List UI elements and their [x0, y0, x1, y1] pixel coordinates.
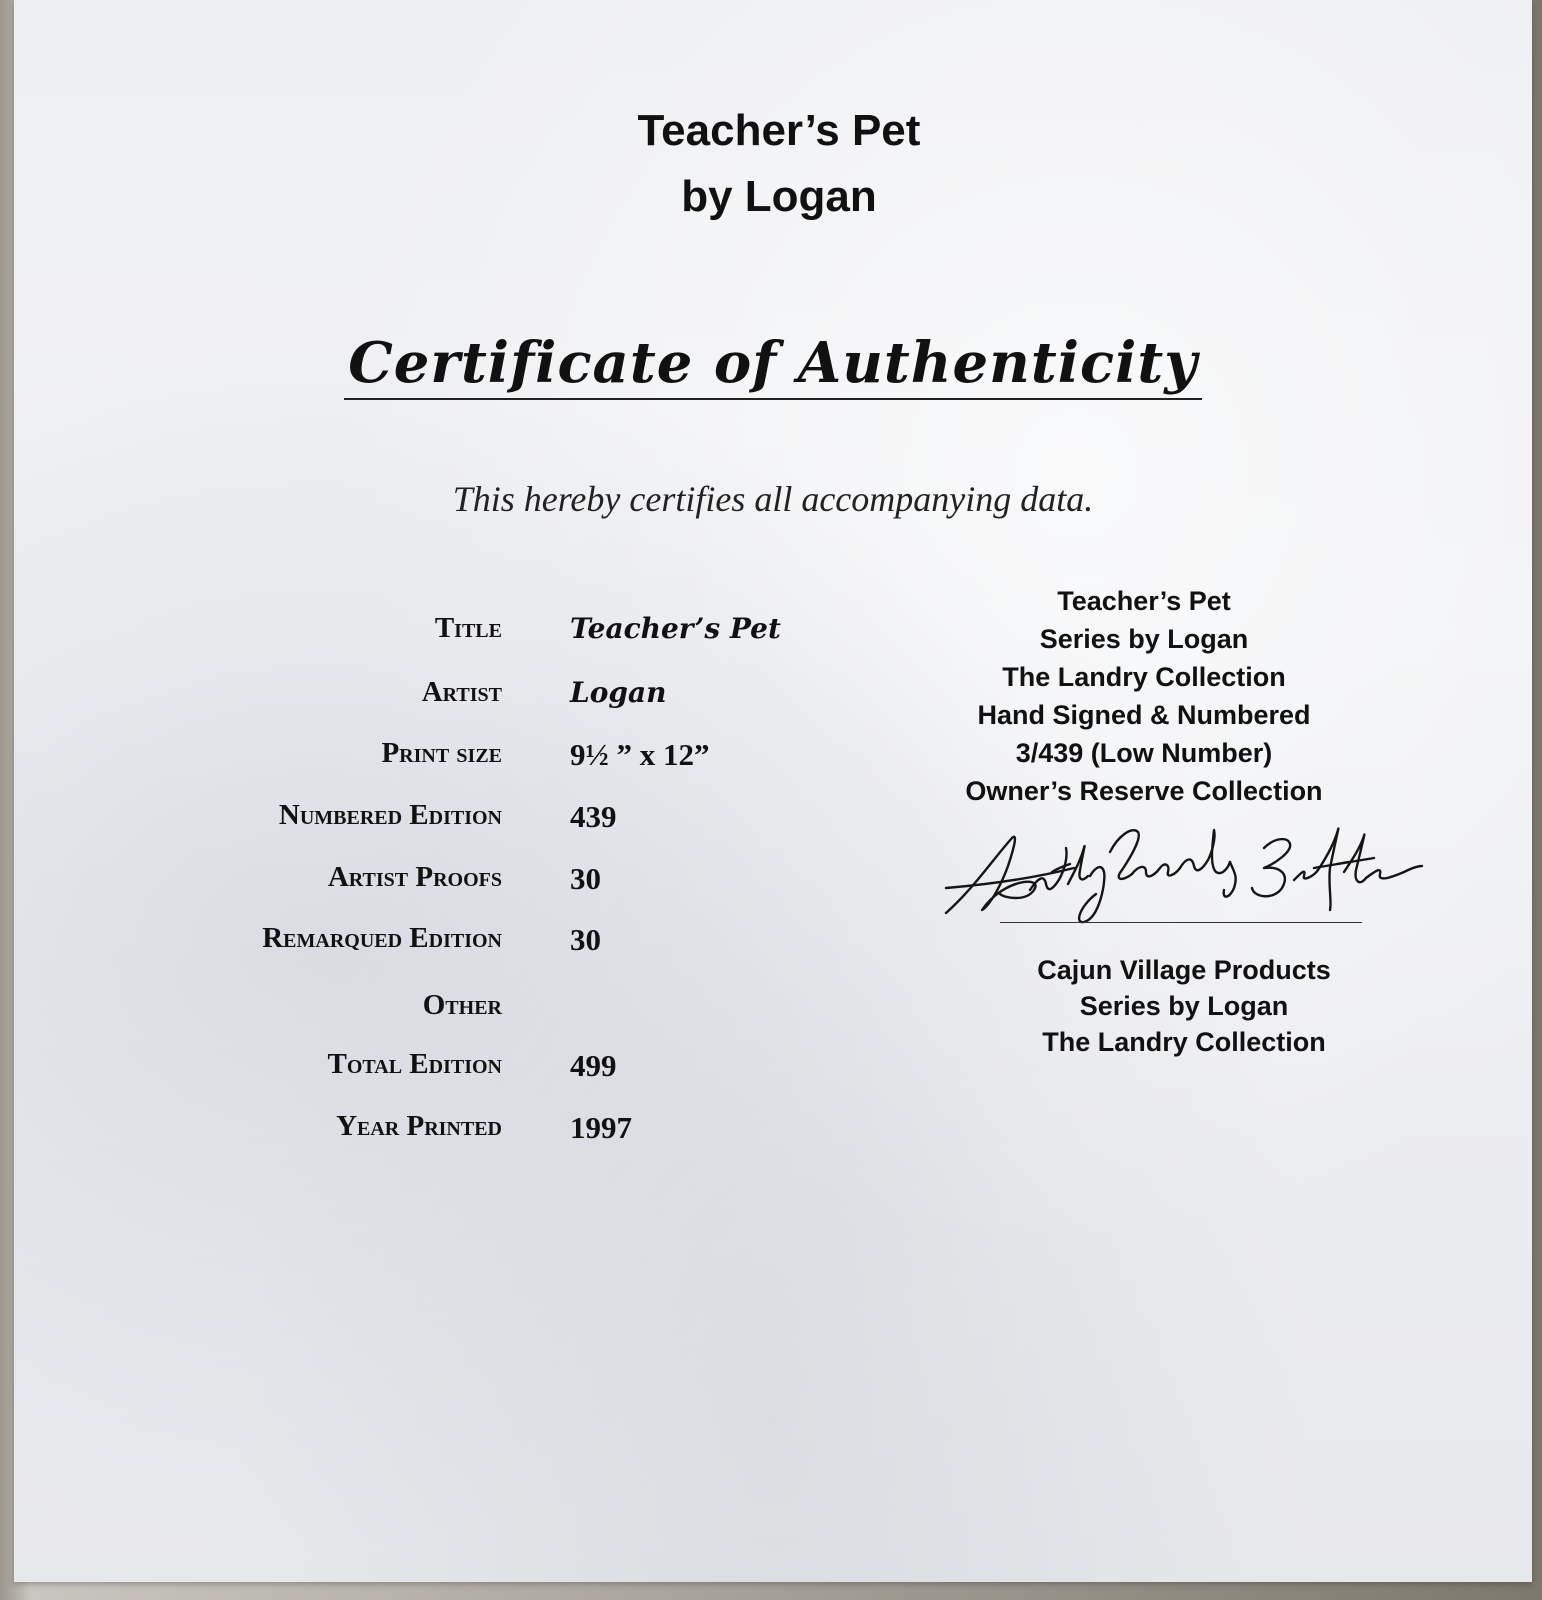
detail-label: Total Edition: [327, 1048, 502, 1080]
detail-value: 30: [570, 922, 601, 957]
info-line: Teacher’s Pet: [1057, 586, 1231, 616]
info-line: 3/439 (Low Number): [1015, 738, 1273, 768]
handwritten-signature: [934, 818, 1424, 928]
detail-label: Other: [422, 989, 502, 1021]
detail-label: Title: [434, 612, 502, 644]
detail-value: 1997: [570, 1110, 632, 1145]
detail-value: Logan: [570, 676, 667, 709]
certificate-title: [14, 330, 1532, 396]
detail-value: 30: [570, 861, 601, 896]
publisher-line: Cajun Village Products: [1037, 955, 1331, 985]
certificate-sheet: [14, 0, 1532, 1582]
detail-label: Remarqued Edition: [262, 922, 502, 954]
certificate-subtitle: This hereby certifies all accompanying data.: [452, 479, 1094, 519]
detail-label: Year Printed: [336, 1110, 502, 1142]
certificate-title-text: Certificate of Authenticity: [344, 330, 1202, 400]
detail-label: Print size: [381, 737, 502, 769]
artist-byline-heading: by Logan: [681, 172, 877, 221]
detail-value: 499: [570, 1048, 617, 1083]
info-line: Owner’s Reserve Collection: [965, 776, 1323, 806]
artwork-heading: [14, 98, 1532, 230]
detail-value: Teacher’s Pet: [570, 612, 781, 645]
publisher-line: Series by Logan: [1079, 991, 1289, 1021]
detail-value: 9½ ” x 12”: [570, 737, 710, 772]
publisher-info-block: [974, 952, 1394, 1060]
detail-label: Numbered Edition: [278, 799, 502, 831]
signature-line: [1000, 922, 1362, 923]
publisher-line: The Landry Collection: [1042, 1027, 1326, 1057]
artwork-title-heading: Teacher’s Pet: [637, 106, 921, 155]
signature-text: Betty Landry Geffe: [1174, 918, 1184, 919]
info-line: The Landry Collection: [1002, 662, 1286, 692]
detail-row-year-printed: [14, 1110, 1532, 1150]
info-line: Series by Logan: [1039, 624, 1249, 654]
detail-label: Artist: [421, 676, 502, 708]
detail-value: 439: [570, 799, 617, 834]
info-line: Hand Signed & Numbered: [977, 700, 1311, 730]
detail-label: Artist Proofs: [327, 861, 502, 893]
edition-info-block: [934, 582, 1354, 810]
